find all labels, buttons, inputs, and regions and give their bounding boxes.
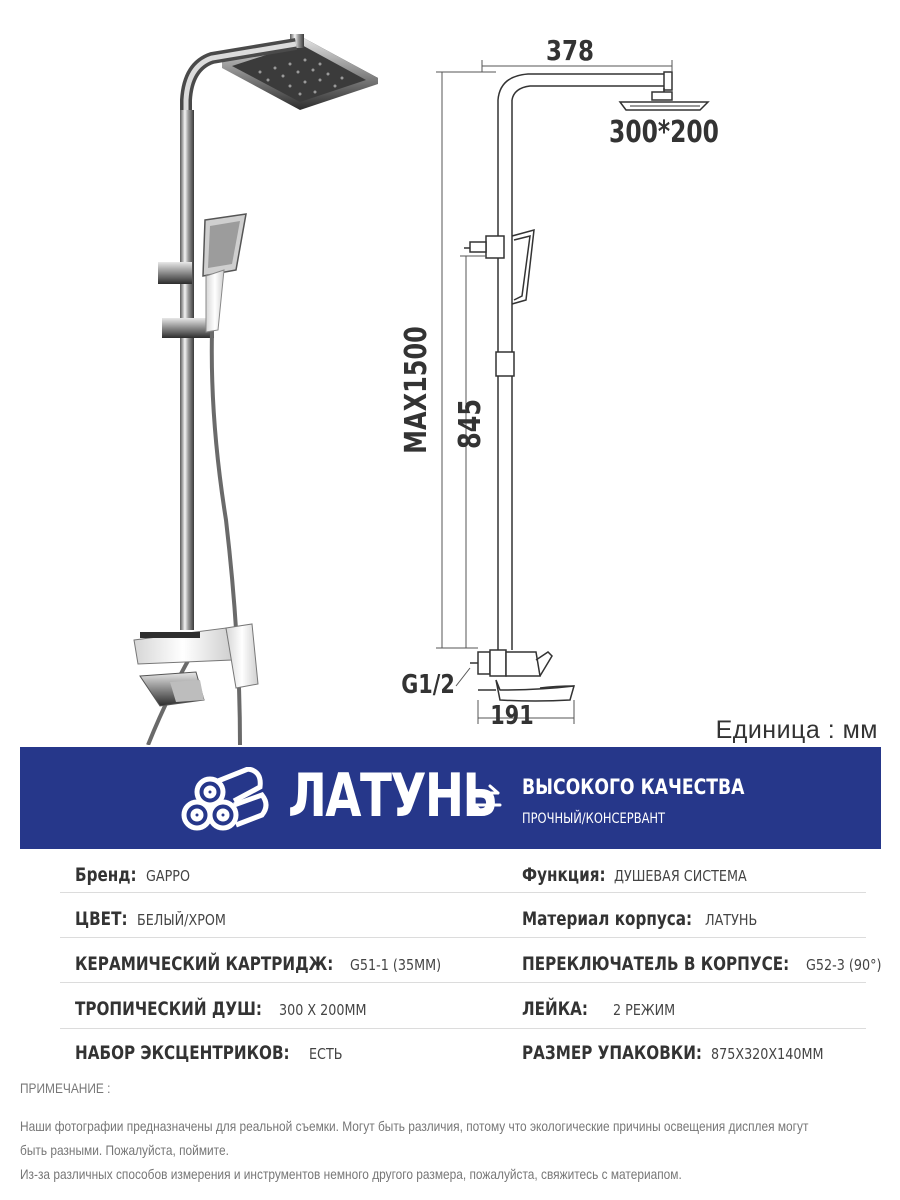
spec-label: РАЗМЕР УПАКОВКИ: (522, 1042, 703, 1064)
banner-sub-text: ПРОЧНЫЙ/КОНСЕРВАНТ (522, 811, 666, 827)
dimension-lines (436, 60, 672, 724)
spec-eccentrics (75, 1031, 349, 1075)
spec-label: Бренд: (75, 864, 137, 886)
dim-spout-label: 191 (490, 699, 534, 731)
spec-value: ДУШЕВАЯ СИСТЕМА (614, 867, 748, 885)
exchange-arrows-icon (468, 783, 504, 815)
note-line-3: Из-за различных способов измерения и инструментов немного другого размера, пожалуйста, свяжитесь с материапом. (20, 1166, 682, 1182)
unit-label: Единица : мм (715, 716, 878, 744)
spec-brand (75, 853, 198, 897)
note-line-2: быть разными. Пожалуйста, поймите. (20, 1142, 229, 1158)
divider (60, 937, 866, 938)
spec-package-size (522, 1031, 843, 1075)
technical-drawing (464, 72, 708, 701)
spec-value: 875X320X140MM (711, 1045, 824, 1063)
dim-shower-head-label: 300*200 (609, 115, 719, 150)
spec-label: Материал корпуса: (522, 908, 693, 930)
spec-label: ЛЕЙКА: (522, 998, 588, 1020)
note-line-1: Наши фотографии предназначены для реальной съемки. Могут быть различия, потому что экологические причины освещения дисплея могут (20, 1118, 809, 1134)
dim-inlet-label: G1/2 (401, 668, 455, 700)
dim-max-height-label: MAX1500 (399, 326, 434, 454)
spec-rain-shower (75, 987, 382, 1031)
spec-body-material (522, 897, 766, 941)
spec-switch (522, 942, 895, 986)
dim-height-label: 845 (453, 398, 488, 450)
spec-value: 2 РЕЖИМ (612, 1001, 675, 1019)
spec-value: ЛАТУНЬ (704, 911, 757, 929)
spec-value: 300 X 200MM (278, 1001, 367, 1019)
spec-function (522, 853, 771, 897)
divider (60, 982, 866, 983)
spec-label: ЦВЕТ: (75, 908, 128, 930)
spec-hand-shower (522, 987, 686, 1031)
spec-label: ТРОПИЧЕСКИЙ ДУШ: (75, 998, 262, 1020)
spec-label: ПЕРЕКЛЮЧАТЕЛЬ В КОРПУСЕ: (522, 953, 790, 975)
spec-label: Функция: (522, 864, 606, 886)
spec-label: НАБОР ЭКСЦЕНТРИКОВ: (75, 1042, 290, 1064)
note-title: ПРИМЕЧАНИЕ : (20, 1080, 111, 1096)
divider (60, 1028, 866, 1029)
dim-width-label: 378 (546, 34, 594, 68)
shower-photo (134, 34, 378, 745)
spec-value: ЕСТЬ (309, 1045, 343, 1063)
spec-value: G51-1 (35MM) (349, 956, 441, 974)
brass-pipes-icon (180, 767, 272, 833)
spec-cartridge (75, 942, 457, 986)
banner-material-title: ЛАТУНЬ (288, 761, 497, 831)
spec-value: БЕЛЫЙ/ХРОМ (136, 911, 226, 929)
spec-label: КЕРАМИЧЕСКИЙ КАРТРИДЖ: (75, 953, 334, 975)
material-banner (20, 747, 881, 849)
spec-value: G52-3 (90°) (806, 956, 882, 974)
spec-color (75, 897, 241, 941)
banner-quality-text: ВЫСОКОГО КАЧЕСТВА (522, 775, 745, 799)
spec-value: GAPPO (146, 867, 191, 885)
divider (60, 892, 866, 893)
